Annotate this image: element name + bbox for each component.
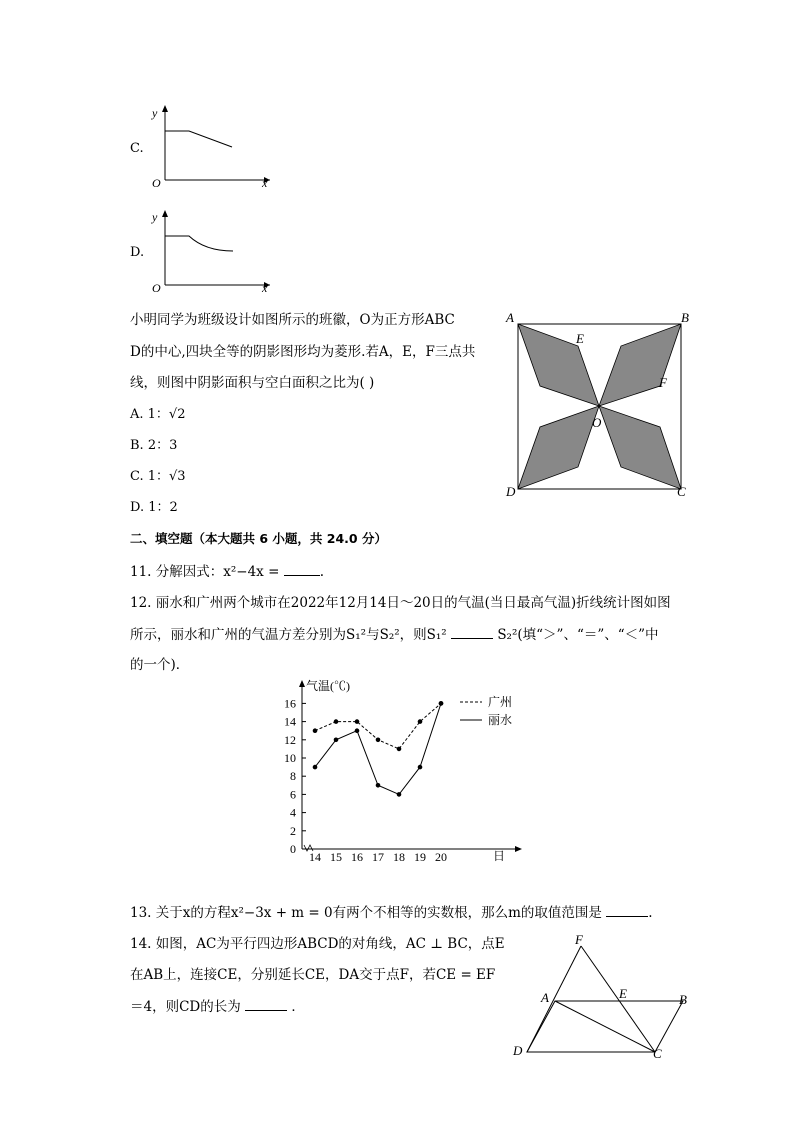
q10-line3: 线，则图中阴影面积与空白面积之比为( ) — [130, 375, 375, 391]
series-0-point — [376, 738, 381, 743]
parallelogram-figure — [505, 930, 705, 1065]
x-tick-label: 18 — [393, 850, 405, 864]
y-tick-label: 2 — [290, 823, 296, 838]
q14-line1: 14. 如图，AC为平行四边形ABCD的对角线，AC ⊥ BC，点E — [130, 936, 505, 952]
series-1-point — [418, 765, 423, 770]
series-1-point — [397, 792, 402, 797]
y-axis-label: 气温(℃) — [306, 679, 350, 693]
series-1-point — [334, 738, 339, 743]
x-tick-label: 19 — [414, 850, 426, 864]
q11-answer-blank[interactable] — [284, 561, 320, 576]
q14-line3b: ． — [291, 999, 305, 1015]
series-0-point — [397, 747, 402, 752]
y-tick-label: 16 — [284, 696, 296, 711]
q14-answer-blank[interactable] — [245, 996, 287, 1011]
x-tick-label: 14 — [309, 850, 321, 864]
q13-question: 13. 关于x的方程x²−3x + m = 0有两个不相等的实数根，那么m的取值范围是 — [130, 905, 602, 921]
x-axis-arrow — [515, 846, 522, 852]
fig14-label-d: D — [513, 1043, 523, 1058]
q10-option-a: A. 1：√2 — [130, 407, 186, 422]
q10-line2: D的中心,四块全等的阴影图形均为菱形.若A，E，F三点共 — [130, 344, 476, 360]
series-0-point — [418, 719, 423, 724]
fig14-label-c: C — [653, 1046, 662, 1061]
fig10-label-d: D — [506, 484, 516, 499]
q11-text — [130, 561, 324, 582]
option-d-label: D. — [130, 245, 145, 260]
x-tick-label: 16 — [351, 850, 363, 864]
q12-answer-blank[interactable] — [451, 624, 493, 639]
y-tick-label: 0 — [290, 842, 296, 856]
q10-line1: 小明同学为班级设计如图所示的班徽，O为正方形ABC — [130, 312, 455, 328]
series-1-point — [376, 783, 381, 788]
x-axis-label: 日 — [492, 849, 506, 863]
q10-option-d: D. 1：2 — [130, 500, 178, 515]
y-tick-label: 6 — [290, 787, 296, 802]
q13-answer-blank[interactable] — [606, 902, 648, 917]
y-tick-label: 4 — [290, 805, 296, 820]
y-tick-label: 12 — [284, 732, 296, 747]
q10-option-b: B. 2：3 — [130, 438, 178, 453]
fig14-label-e: E — [619, 986, 627, 1001]
q14-line3a: ＝4，则CD的长为 — [130, 999, 241, 1015]
y-axis-arrow — [299, 680, 305, 687]
q14-line3 — [130, 996, 305, 1017]
section-2-heading: 二、填空题（本大题共 6 小题，共 24.0 分） — [130, 531, 387, 546]
fig10-label-o: O — [592, 415, 602, 430]
fig10-label-a: A — [506, 310, 514, 325]
temperature-line-chart — [270, 676, 530, 866]
q13-end: . — [648, 905, 653, 921]
q12-line1: 12. 丽水和广州两个城市在2022年12月14日～20日的气温(当日最高气温)折线统计图如图 — [130, 595, 671, 611]
x-tick-label: 15 — [330, 850, 342, 864]
q12-line2a: 所示，丽水和广州的气温方差分别为S₁²与S₂²，则S₁² — [130, 627, 447, 643]
badge-figure — [500, 306, 700, 501]
y-tick-label: 14 — [284, 714, 296, 729]
series-1-point — [439, 701, 444, 706]
c-origin: O — [152, 176, 161, 190]
c-axis-x: x — [262, 176, 268, 190]
series-0-point — [313, 728, 318, 733]
legend-label-0: 广州 — [488, 695, 513, 709]
fig10-label-f: F — [659, 375, 667, 390]
x-tick-label: 20 — [435, 850, 447, 864]
q11-end: . — [319, 564, 324, 580]
series-1-point — [355, 728, 360, 733]
q12-line2b: S₂²(填“＞”、“＝”、“＜”中 — [497, 627, 659, 643]
option-d-graph — [145, 205, 280, 300]
x-tick-label: 17 — [372, 850, 384, 864]
fig14-label-f: F — [575, 932, 583, 947]
q11-question: 11. 分解因式：x²−4x = — [130, 564, 280, 580]
option-c-label: C. — [130, 141, 144, 156]
fig14-label-b: B — [679, 992, 687, 1007]
q10-option-c: C. 1：√3 — [130, 469, 186, 484]
fig10-label-e: E — [576, 331, 584, 346]
c-axis-y: y — [152, 106, 158, 120]
series-1-point — [313, 765, 318, 770]
y-tick-label: 10 — [284, 751, 296, 765]
series-0-point — [334, 719, 339, 724]
series-0-point — [355, 719, 360, 724]
d-origin: O — [152, 281, 161, 295]
q14-line2: 在AB上，连接CE，分别延长CE，DA交于点F，若CE = EF — [130, 967, 496, 983]
series-line-1 — [315, 703, 441, 794]
q13-text — [130, 902, 653, 923]
q12-line3: 的一个)． — [130, 657, 190, 673]
y-tick-label: 8 — [290, 769, 296, 784]
q12-line2 — [130, 624, 659, 645]
fig14-label-a: A — [541, 990, 549, 1005]
d-axis-y: y — [152, 210, 158, 224]
fig10-label-c: C — [677, 484, 686, 499]
d-axis-x: x — [262, 281, 268, 295]
legend-label-1: 丽水 — [488, 713, 513, 727]
fig10-label-b: B — [681, 310, 689, 325]
option-c-graph — [145, 100, 280, 195]
